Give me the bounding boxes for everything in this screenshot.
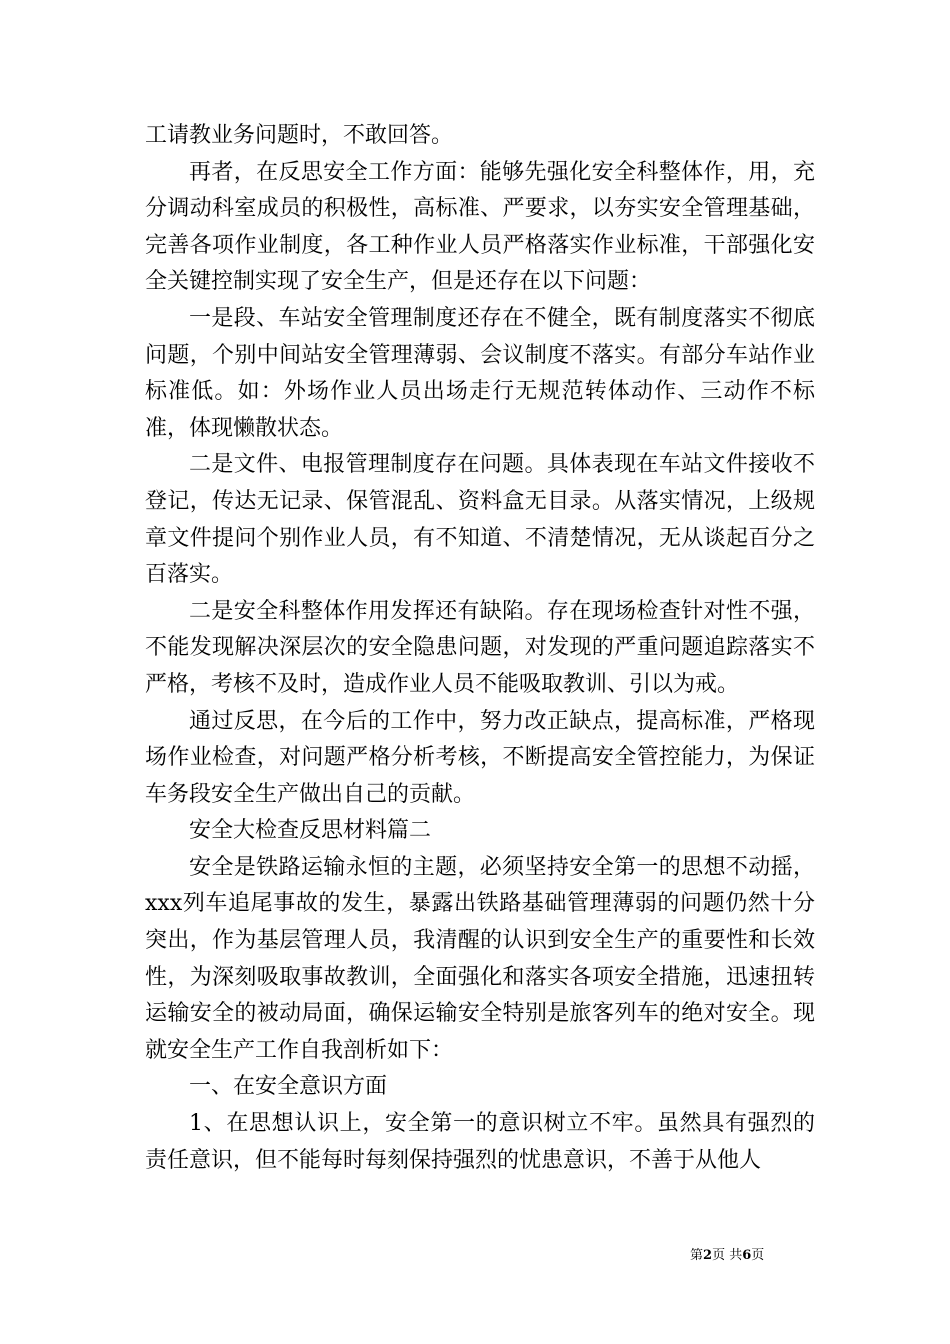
section-heading: 安全大检查反思材料篇二 xyxy=(189,818,432,844)
paragraph-8: 1、在思想认识上，安全第一的意识树立不牢。虽然具有强烈的责任意识，但不能每时每刻保持强烈的忧患意识，不善于从他人 xyxy=(145,1111,815,1173)
footer-middle: 页 共 xyxy=(712,1248,743,1263)
page-footer xyxy=(690,1248,820,1264)
footer-suffix: 页 xyxy=(751,1248,765,1263)
footer-prefix: 第 xyxy=(690,1248,704,1263)
paragraph-1: 工请教业务问题时，不敢回答。 xyxy=(145,123,454,148)
footer-total-pages: 6 xyxy=(742,1248,752,1263)
paragraph-6: 通过反思，在今后的工作中，努力改正缺点，提高标准，严格现场作业检查，对问题严格分析考核，不断提高安全管控能力，为保证车务段安全生产做出自己的贡献。 xyxy=(145,708,815,807)
paragraph-2: 再者，在反思安全工作方面：能够先强化安全科整体作，用，充分调动科室成员的积极性，高标准、严要求，以夯实安全管理基础，完善各项作业制度，各工种作业人员严格落实作业标准，干部强化安全关键控制实现了安全生产，但是还存在以下问题： xyxy=(145,159,815,295)
body-text xyxy=(145,118,815,1179)
paragraph-3: 一是段、车站安全管理制度还存在不健全，既有制度落实不彻底问题，个别中间站安全管理薄弱、会议制度不落实。有部分车站作业标准低。如：外场作业人员出场走行无规范转体动作、三动作不标准，体现懒散状态。 xyxy=(145,305,815,441)
paragraph-4: 二是文件、电报管理制度存在问题。具体表现在车站文件接收不登记，传达无记录、保管混乱、资料盒无目录。从落实情况，上级规章文件提问个别作业人员，有不知道、不清楚情况，无从谈起百分之百落实。 xyxy=(145,452,815,588)
paragraph-7: 安全是铁路运输永恒的主题，必须坚持安全第一的思想不动摇，xxx列车追尾事故的发生，暴露出铁路基础管理薄弱的问题仍然十分突出，作为基层管理人员，我清醒的认识到安全生产的重要性和长效性，为深刻吸取事故教训，全面强化和落实各项安全措施，迅速扭转运输安全的被动局面，确保运输安全特别是旅客列车的绝对安全。现就安全生产工作自我剖析如下： xyxy=(145,854,815,1063)
paragraph-5: 二是安全科整体作用发挥还有缺陷。存在现场检查针对性不强，不能发现解决深层次的安全隐患问题，对发现的严重问题追踪落实不严格，考核不及时，造成作业人员不能吸取教训、引以为戒。 xyxy=(145,598,815,697)
footer-current-page: 2 xyxy=(703,1248,713,1263)
subsection-heading: 一、在安全意识方面 xyxy=(189,1074,388,1100)
